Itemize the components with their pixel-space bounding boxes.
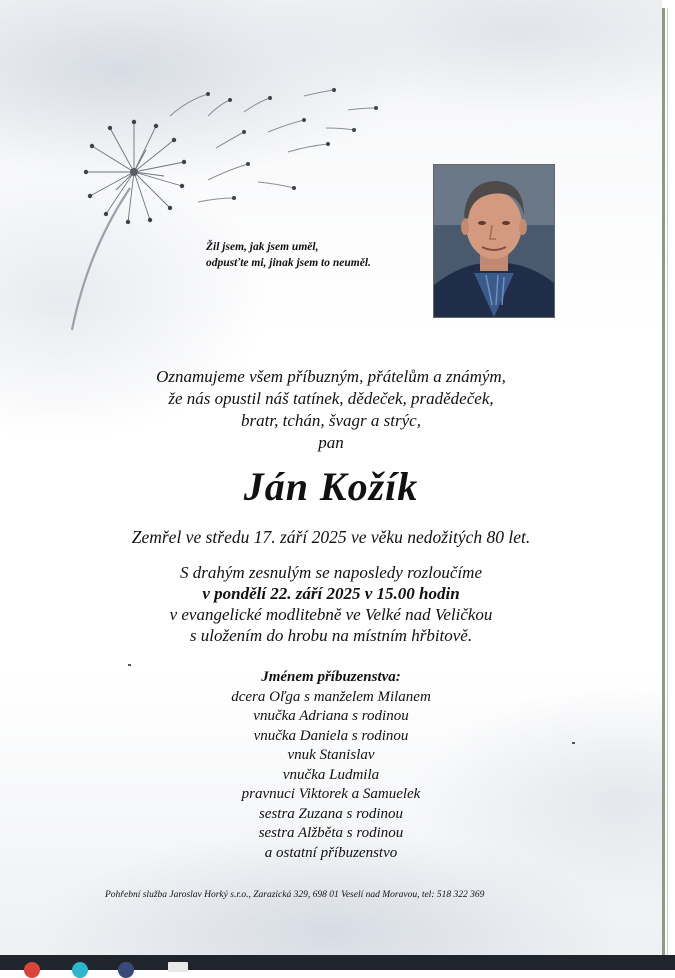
intro-line: Oznamujeme všem příbuzným, přátelům a známým, <box>156 367 506 386</box>
page-edge-rule <box>662 8 665 955</box>
family-heading: Jménem příbuzenstva: <box>261 669 401 685</box>
funeral-service-footer: Pohřební služba Jaroslav Horký s.r.o., Zarazická 329, 698 01 Veselí nad Moravou, tel: 518 322 369 <box>105 890 485 900</box>
app-icon[interactable] <box>72 962 88 978</box>
stray-mark <box>128 664 131 666</box>
page-edge-rule <box>667 8 668 955</box>
family-member: pravnuci Viktorek a Samuelek <box>241 786 421 802</box>
family-member: vnučka Adriana s rodinou <box>253 708 409 724</box>
stray-mark <box>572 742 575 744</box>
intro-line: že nás opustil náš tatínek, dědeček, pradědeček, <box>168 389 494 408</box>
motto <box>206 239 426 271</box>
family-member: dcera Oľga s manželem Milanem <box>231 688 431 705</box>
portrait-photo <box>433 164 555 318</box>
motto-line: Žil jsem, jak jsem uměl, <box>206 241 319 253</box>
burial-note: s uložením do hrobu na místním hřbitově. <box>189 626 473 645</box>
family-member: a ostatní příbuzenstvo <box>264 844 398 861</box>
announcement-intro <box>40 366 622 454</box>
family-list <box>40 668 622 863</box>
deceased-name: Ján Kožík <box>243 464 419 509</box>
intro-line: pan <box>318 433 344 452</box>
funeral-date: v pondělí 22. září 2025 v 15.00 hodin <box>202 584 460 603</box>
family-member: vnučka Daniela s rodinou <box>253 727 409 744</box>
family-member: vnučka Ludmila <box>282 766 380 783</box>
funeral-details <box>40 562 622 646</box>
death-notice: Zemřel ve středu 17. září 2025 ve věku nedožitých 80 let. <box>131 527 531 547</box>
family-member: vnuk Stanislav <box>287 747 375 763</box>
taskbar <box>0 955 675 970</box>
family-member: sestra Zuzana s rodinou <box>258 805 404 822</box>
funeral-place: v evangelické modlitebně ve Velké nad Veličkou <box>169 605 493 624</box>
motto-line: odpusťte mi, jinak jsem to neuměl. <box>206 257 371 269</box>
family-member: sestra Alžběta s rodinou <box>258 825 404 841</box>
intro-line: bratr, tchán, švagr a strýc, <box>241 411 421 430</box>
window-thumbnail-icon[interactable] <box>168 962 188 972</box>
app-icon[interactable] <box>118 962 134 978</box>
dandelion-illustration <box>58 80 388 340</box>
browser-icon[interactable] <box>24 962 40 978</box>
farewell-line: S drahým zesnulým se naposledy rozloučíme <box>179 563 482 582</box>
